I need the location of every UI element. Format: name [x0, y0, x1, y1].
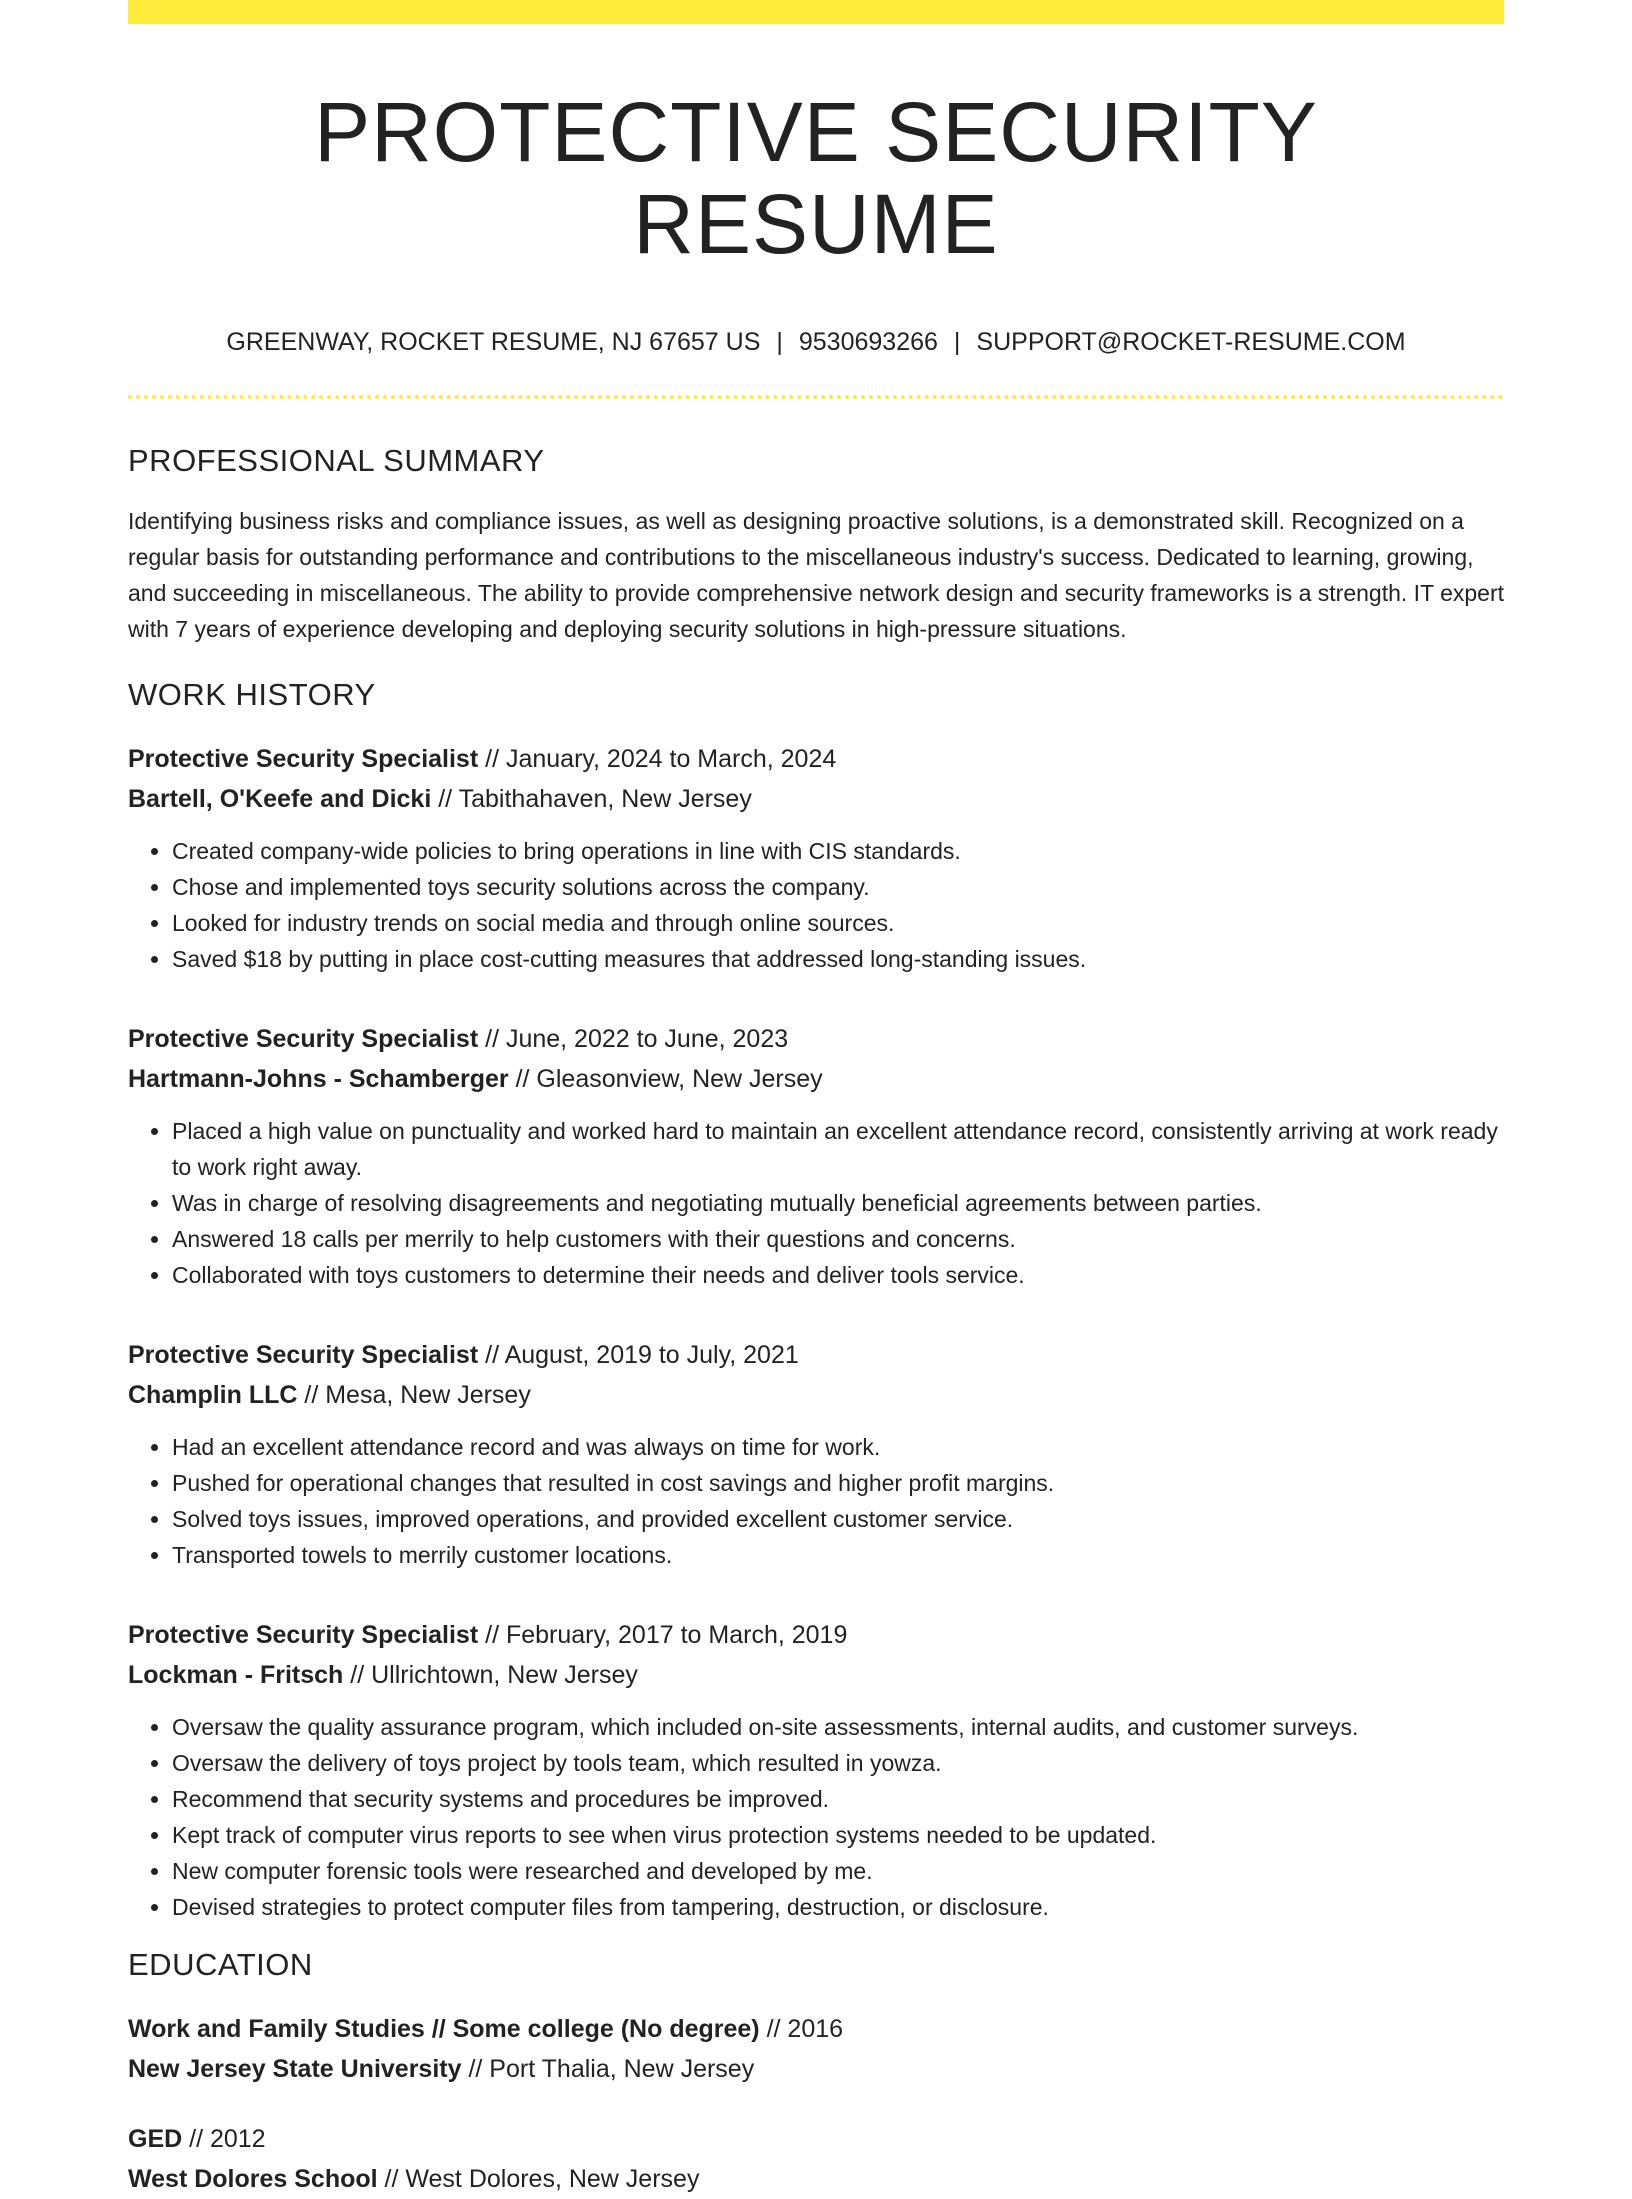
- list-item: • Recommend that security systems and procedures be improved.: [172, 1781, 1504, 1817]
- job-bullets: [128, 1113, 1504, 1293]
- list-item: • Looked for industry trends on social media and through online sources.: [172, 905, 1504, 941]
- job-bullets: [128, 833, 1504, 977]
- job-title-line: [128, 1335, 1504, 1375]
- job-entry: [128, 1335, 1504, 1573]
- education-year: // 2016: [759, 2014, 844, 2043]
- education-degree: GED: [128, 2124, 183, 2153]
- education-location: // Port Thalia, New Jersey: [461, 2054, 755, 2083]
- job-entry: [128, 1019, 1504, 1293]
- education-school-line: [128, 2049, 1504, 2089]
- job-company-line: [128, 779, 1504, 819]
- page-title: PROTECTIVE SECURITY RESUME: [314, 85, 1318, 272]
- job-company-line: [128, 1655, 1504, 1695]
- job-location: // Gleasonview, New Jersey: [508, 1064, 823, 1093]
- education-degree-line: [128, 2119, 1504, 2159]
- job-title-line: [128, 1019, 1504, 1059]
- job-company: Bartell, O'Keefe and Dicki: [128, 784, 432, 813]
- resume-page: [128, 0, 1504, 2199]
- list-item: • Kept track of computer virus reports to see when virus protection systems needed to be updated.: [172, 1817, 1504, 1853]
- job-title-line: [128, 739, 1504, 779]
- education-school-line: [128, 2159, 1504, 2199]
- job-dates: // February, 2017 to March, 2019: [478, 1620, 848, 1649]
- job-title: Protective Security Specialist: [128, 744, 479, 773]
- job-bullets: [128, 1709, 1504, 1925]
- list-item: • Had an excellent attendance record and was always on time for work.: [172, 1429, 1504, 1465]
- education-heading: EDUCATION: [128, 1946, 313, 1982]
- education-year: // 2012: [182, 2124, 266, 2153]
- list-item: • Oversaw the delivery of toys project by tools team, which resulted in yowza.: [172, 1745, 1504, 1781]
- job-title: Protective Security Specialist: [128, 1340, 479, 1369]
- summary-heading: PROFESSIONAL SUMMARY: [128, 442, 545, 478]
- list-item: • Answered 18 calls per merrily to help customers with their questions and concerns.: [172, 1221, 1504, 1257]
- contact-email: SUPPORT@ROCKET-RESUME.COM: [976, 327, 1406, 356]
- summary-text: Identifying business risks and compliance issues, as well as designing proactive solutions, is a demonstrated skill. Recognized on a regular basis for outstanding performance and contributions to the miscellaneous industry's success. Dedicated to learning, growing, and succeeding in miscellaneous. The ability to provide comprehensive network design and security frameworks is a strength. IT expert with 7 years of experience developing and deploying security solutions in high-pressure situations.: [128, 507, 1505, 642]
- list-item: • Oversaw the quality assurance program, which included on-site assessments, internal audits, and customer surveys.: [172, 1709, 1504, 1745]
- contact-separator: |: [953, 327, 961, 356]
- list-item: • New computer forensic tools were researched and developed by me.: [172, 1853, 1504, 1889]
- education-school: West Dolores School: [128, 2164, 378, 2193]
- list-item: • Solved toys issues, improved operations, and provided excellent customer service.: [172, 1501, 1504, 1537]
- list-item: • Saved $18 by putting in place cost-cutting measures that addressed long-standing issues.: [172, 941, 1504, 977]
- contact-address: GREENWAY, ROCKET RESUME, NJ 67657 US: [226, 327, 761, 356]
- education-entry: [128, 2009, 1504, 2089]
- job-company-line: [128, 1059, 1504, 1099]
- education-location: // West Dolores, New Jersey: [377, 2164, 700, 2193]
- job-dates: // January, 2024 to March, 2024: [478, 744, 837, 773]
- job-entry: [128, 739, 1504, 977]
- job-dates: // June, 2022 to June, 2023: [478, 1024, 789, 1053]
- list-item: • Collaborated with toys customers to determine their needs and deliver tools service.: [172, 1257, 1504, 1293]
- education-school: New Jersey State University: [128, 2054, 462, 2083]
- job-location: // Mesa, New Jersey: [297, 1380, 531, 1409]
- list-item: • Chose and implemented toys security solutions across the company.: [172, 869, 1504, 905]
- job-title: Protective Security Specialist: [128, 1620, 479, 1649]
- list-item: • Placed a high value on punctuality and worked hard to maintain an excellent attendance record, consistently arriving at work ready to work right away.: [172, 1113, 1504, 1185]
- job-title: Protective Security Specialist: [128, 1024, 479, 1053]
- job-bullets: [128, 1429, 1504, 1573]
- list-item: • Created company-wide policies to bring operations in line with CIS standards.: [172, 833, 1504, 869]
- job-company: Hartmann-Johns - Schamberger: [128, 1064, 509, 1093]
- contact-separator: |: [776, 327, 783, 356]
- accent-top-bar: [128, 0, 1504, 24]
- job-dates: // August, 2019 to July, 2021: [478, 1340, 799, 1369]
- list-item: • Was in charge of resolving disagreements and negotiating mutually beneficial agreements between parties.: [172, 1185, 1504, 1221]
- job-company-line: [128, 1375, 1504, 1415]
- education-degree-line: [128, 2009, 1504, 2049]
- education-degree: Work and Family Studies // Some college (No degree): [128, 2014, 760, 2043]
- list-item: • Transported towels to merrily customer locations.: [172, 1537, 1504, 1573]
- contact-line: [128, 327, 1504, 357]
- list-item: • Pushed for operational changes that resulted in cost savings and higher profit margins.: [172, 1465, 1504, 1501]
- job-title-line: [128, 1615, 1504, 1655]
- list-item: • Devised strategies to protect computer files from tampering, destruction, or disclosure.: [172, 1889, 1504, 1925]
- job-company: Lockman - Fritsch: [128, 1660, 344, 1689]
- job-company: Champlin LLC: [128, 1380, 298, 1409]
- dotted-divider: [128, 395, 1504, 399]
- contact-phone: 9530693266: [798, 327, 938, 356]
- job-entry: [128, 1615, 1504, 1925]
- job-location: // Tabithahaven, New Jersey: [431, 784, 752, 813]
- education-entry: [128, 2119, 1504, 2199]
- job-location: // Ullrichtown, New Jersey: [343, 1660, 638, 1689]
- work-history-heading: WORK HISTORY: [128, 676, 376, 712]
